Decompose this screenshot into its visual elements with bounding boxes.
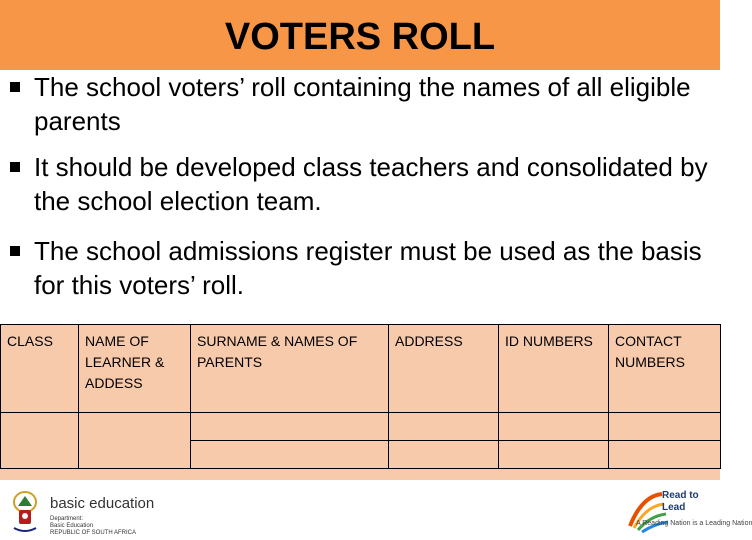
department-name: basic education bbox=[50, 495, 155, 512]
bullet-square-icon bbox=[10, 246, 20, 256]
bullet-item bbox=[10, 234, 710, 302]
table-cell bbox=[1, 413, 79, 469]
bullet-text: It should be developed class teachers and consolidated by the school election team. bbox=[34, 152, 708, 216]
department-line: REPUBLIC OF SOUTH AFRICA bbox=[50, 530, 137, 536]
table-header-row bbox=[1, 325, 721, 413]
bullet-square-icon bbox=[10, 162, 20, 172]
voters-roll-table-area bbox=[0, 324, 720, 480]
table-cell bbox=[191, 413, 389, 441]
table-cell bbox=[499, 441, 609, 469]
bullet-square-icon bbox=[10, 82, 20, 92]
campaign-title: Read to Lead bbox=[662, 490, 699, 513]
bullet-list bbox=[0, 70, 720, 318]
footer bbox=[0, 482, 752, 540]
bullet-text: The school voters’ roll containing the names of all eligible parents bbox=[34, 72, 691, 136]
campaign-slogan: A Reading Nation is a Leading Nation bbox=[636, 520, 752, 527]
table-cell bbox=[191, 441, 389, 469]
table-cell bbox=[609, 413, 721, 441]
header-cell-learner: NAME OF LEARNER & ADDESS bbox=[79, 325, 191, 413]
department-line: Basic Education bbox=[50, 523, 94, 529]
table-cell bbox=[609, 441, 721, 469]
bullet-item bbox=[10, 70, 710, 138]
bullet-item bbox=[10, 150, 710, 218]
table-cell bbox=[389, 413, 499, 441]
coat-of-arms-icon bbox=[8, 488, 42, 534]
bullet-text: The school admissions register must be used as the basis for this voters’ roll. bbox=[34, 236, 702, 300]
voters-roll-table bbox=[0, 324, 721, 469]
department-line: Department: bbox=[50, 516, 84, 522]
table-cell bbox=[499, 413, 609, 441]
header-cell-contact: CONTACT NUMBERS bbox=[609, 325, 721, 413]
table-cell bbox=[79, 413, 191, 469]
header-cell-address: ADDRESS bbox=[389, 325, 499, 413]
header-cell-parents: SURNAME & NAMES OF PARENTS bbox=[191, 325, 389, 413]
page-title: VOTERS ROLL bbox=[224, 16, 496, 58]
table-cell bbox=[389, 441, 499, 469]
header-cell-class: CLASS bbox=[1, 325, 79, 413]
header-cell-id-numbers: ID NUMBERS bbox=[499, 325, 609, 413]
table-row bbox=[1, 413, 721, 441]
